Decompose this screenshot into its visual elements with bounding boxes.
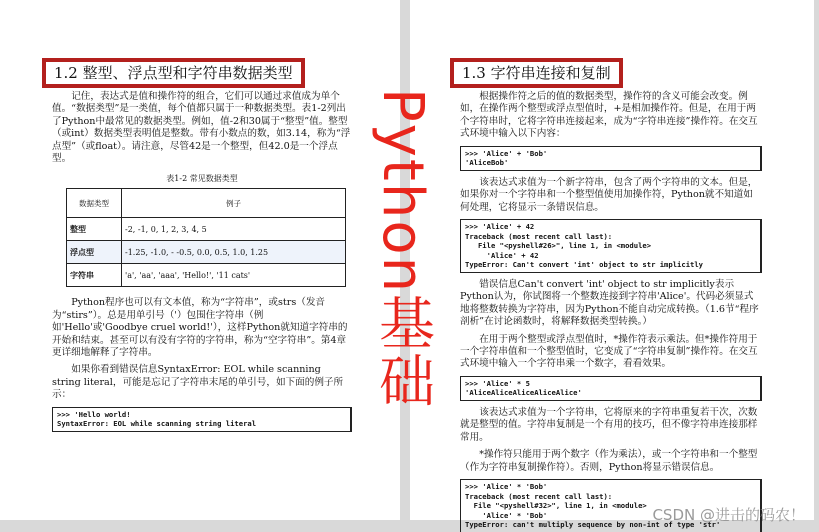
code-block: >>> 'Hello world! SyntaxError: EOL while scanning string literal — [52, 407, 352, 432]
right-page — [410, 0, 814, 530]
table-cell: 字符串 — [67, 264, 122, 287]
table-cell: 'a', 'aa', 'aaa', 'Hello!', '11 cats' — [122, 264, 346, 287]
table-caption: 表1-2 常见数据类型 — [166, 174, 238, 184]
paragraph: 如果你看到错误信息SyntaxError: EOL while scanning string literal，可能是忘记了字符串末尾的单引号，如下面的例子所示： — [52, 364, 344, 401]
code-block: >>> 'Alice' * 'Bob' Traceback (most recent call last): File "<pyshell#32>", line 1, in <module> 'Alice' * 'Bob' TypeError: can't multiply sequence by non-int of type 'str' — [460, 479, 762, 532]
watermark: CSDN @进击的码农！ — [652, 506, 805, 524]
table-cell: 浮点型 — [67, 241, 122, 264]
paragraph: 错误信息Can't convert 'int' object to str implicitly表示Python认为，你试图将一个整数连接到字符串'Alice'。代码必须显式地将整数转换为字符串，因为Python不能自动完成转换。（1.6节“程序剖析”在讨论函数时，将解释数据类型转换。） — [460, 279, 759, 328]
paragraph: 记住，表达式是值和操作符的组合，它们可以通过求值成为单个值。“数据类型”是一类值，每个值都只属于一种数据类型。表1-2列出了Python中最常见的数据类型。例如，值-2和30属于“整型”值。整型（或int）数据类型表明值是整数。带有小数点的数，如3.14，称为“浮点型”（或float）。请注意，尽管42是一个整型，但42.0是一个浮点型。 — [52, 91, 351, 165]
code-block: >>> 'Alice' + 42 Traceback (most recent call last): File "<pyshell#26>", line 1, in <module> 'Alice' + 42 TypeError: Can't convert 'int' object to str implicitly — [460, 219, 762, 273]
table-header: 数据类型 — [67, 189, 122, 218]
code-block: >>> 'Alice' * 5 'AliceAliceAliceAliceAlice' — [460, 376, 762, 401]
paragraph: 该表达式求值为一个新字符串，包含了两个字符串的文本。但是，如果你对一个字符串和一个整型值使用加操作符，Python就不知道如何处理，它将显示一条错误信息。 — [460, 176, 758, 213]
table-row — [67, 218, 346, 241]
data-types-table — [66, 188, 346, 287]
section-heading: 1.3 字符串连接和复制 — [450, 58, 623, 88]
table-row — [67, 241, 346, 264]
table-row — [67, 264, 346, 287]
left-page — [0, 0, 400, 520]
paragraph: 在用于两个整型或浮点型值时，*操作符表示乘法。但*操作符用于一个字符串值和一个整型值时，它变成了“字符串复制”操作符。在交互式环境中输入一个字符串乘一个数字，看看效果。 — [460, 333, 758, 370]
table-cell: -1.25, -1.0, - -0.5, 0.0, 0.5, 1.0, 1.25 — [122, 241, 346, 264]
table-header: 例子 — [122, 189, 346, 218]
section-heading: 1.2 整型、浮点型和字符串数据类型 — [42, 58, 305, 88]
overlay-title: Python基础 — [370, 88, 435, 411]
table-cell: -2, -1, 0, 1, 2, 3, 4, 5 — [122, 218, 346, 241]
paragraph: *操作符只能用于两个数字（作为乘法），或一个字符串和一个整型（作为字符串复制操作符）。否则，Python将显示错误信息。 — [460, 449, 758, 473]
paragraph: 该表达式求值为一个字符串，它将原来的字符串重复若干次，次数就是整型的值。字符串复制是一个有用的技巧，但不像字符串连接那样常用。 — [460, 407, 758, 443]
table-cell: 整型 — [67, 218, 122, 241]
paragraph: 根据操作符之后的值的数据类型，操作符的含义可能会改变。例如，在操作两个整型或浮点型值时，+是相加操作符。但是，在用于两个字符串时，它将字符串连接起来，成为“字符串连接”操作符。在交互式环境中输入以下内容： — [460, 91, 758, 140]
paragraph: Python程序也可以有文本值，称为“字符串”，或strs（发音为“stirs”）。总是用单引号（'）包围住字符串（例如'Hello'或'Goodbye cruel world!'），这样Python就知道字符串的开始和结束。甚至可以有没有字符的字符串，称为“空字符串”。第4章更详细地解释了字符串。 — [52, 297, 348, 359]
code-block: >>> 'Alice' + 'Bob' 'AliceBob' — [460, 146, 762, 171]
